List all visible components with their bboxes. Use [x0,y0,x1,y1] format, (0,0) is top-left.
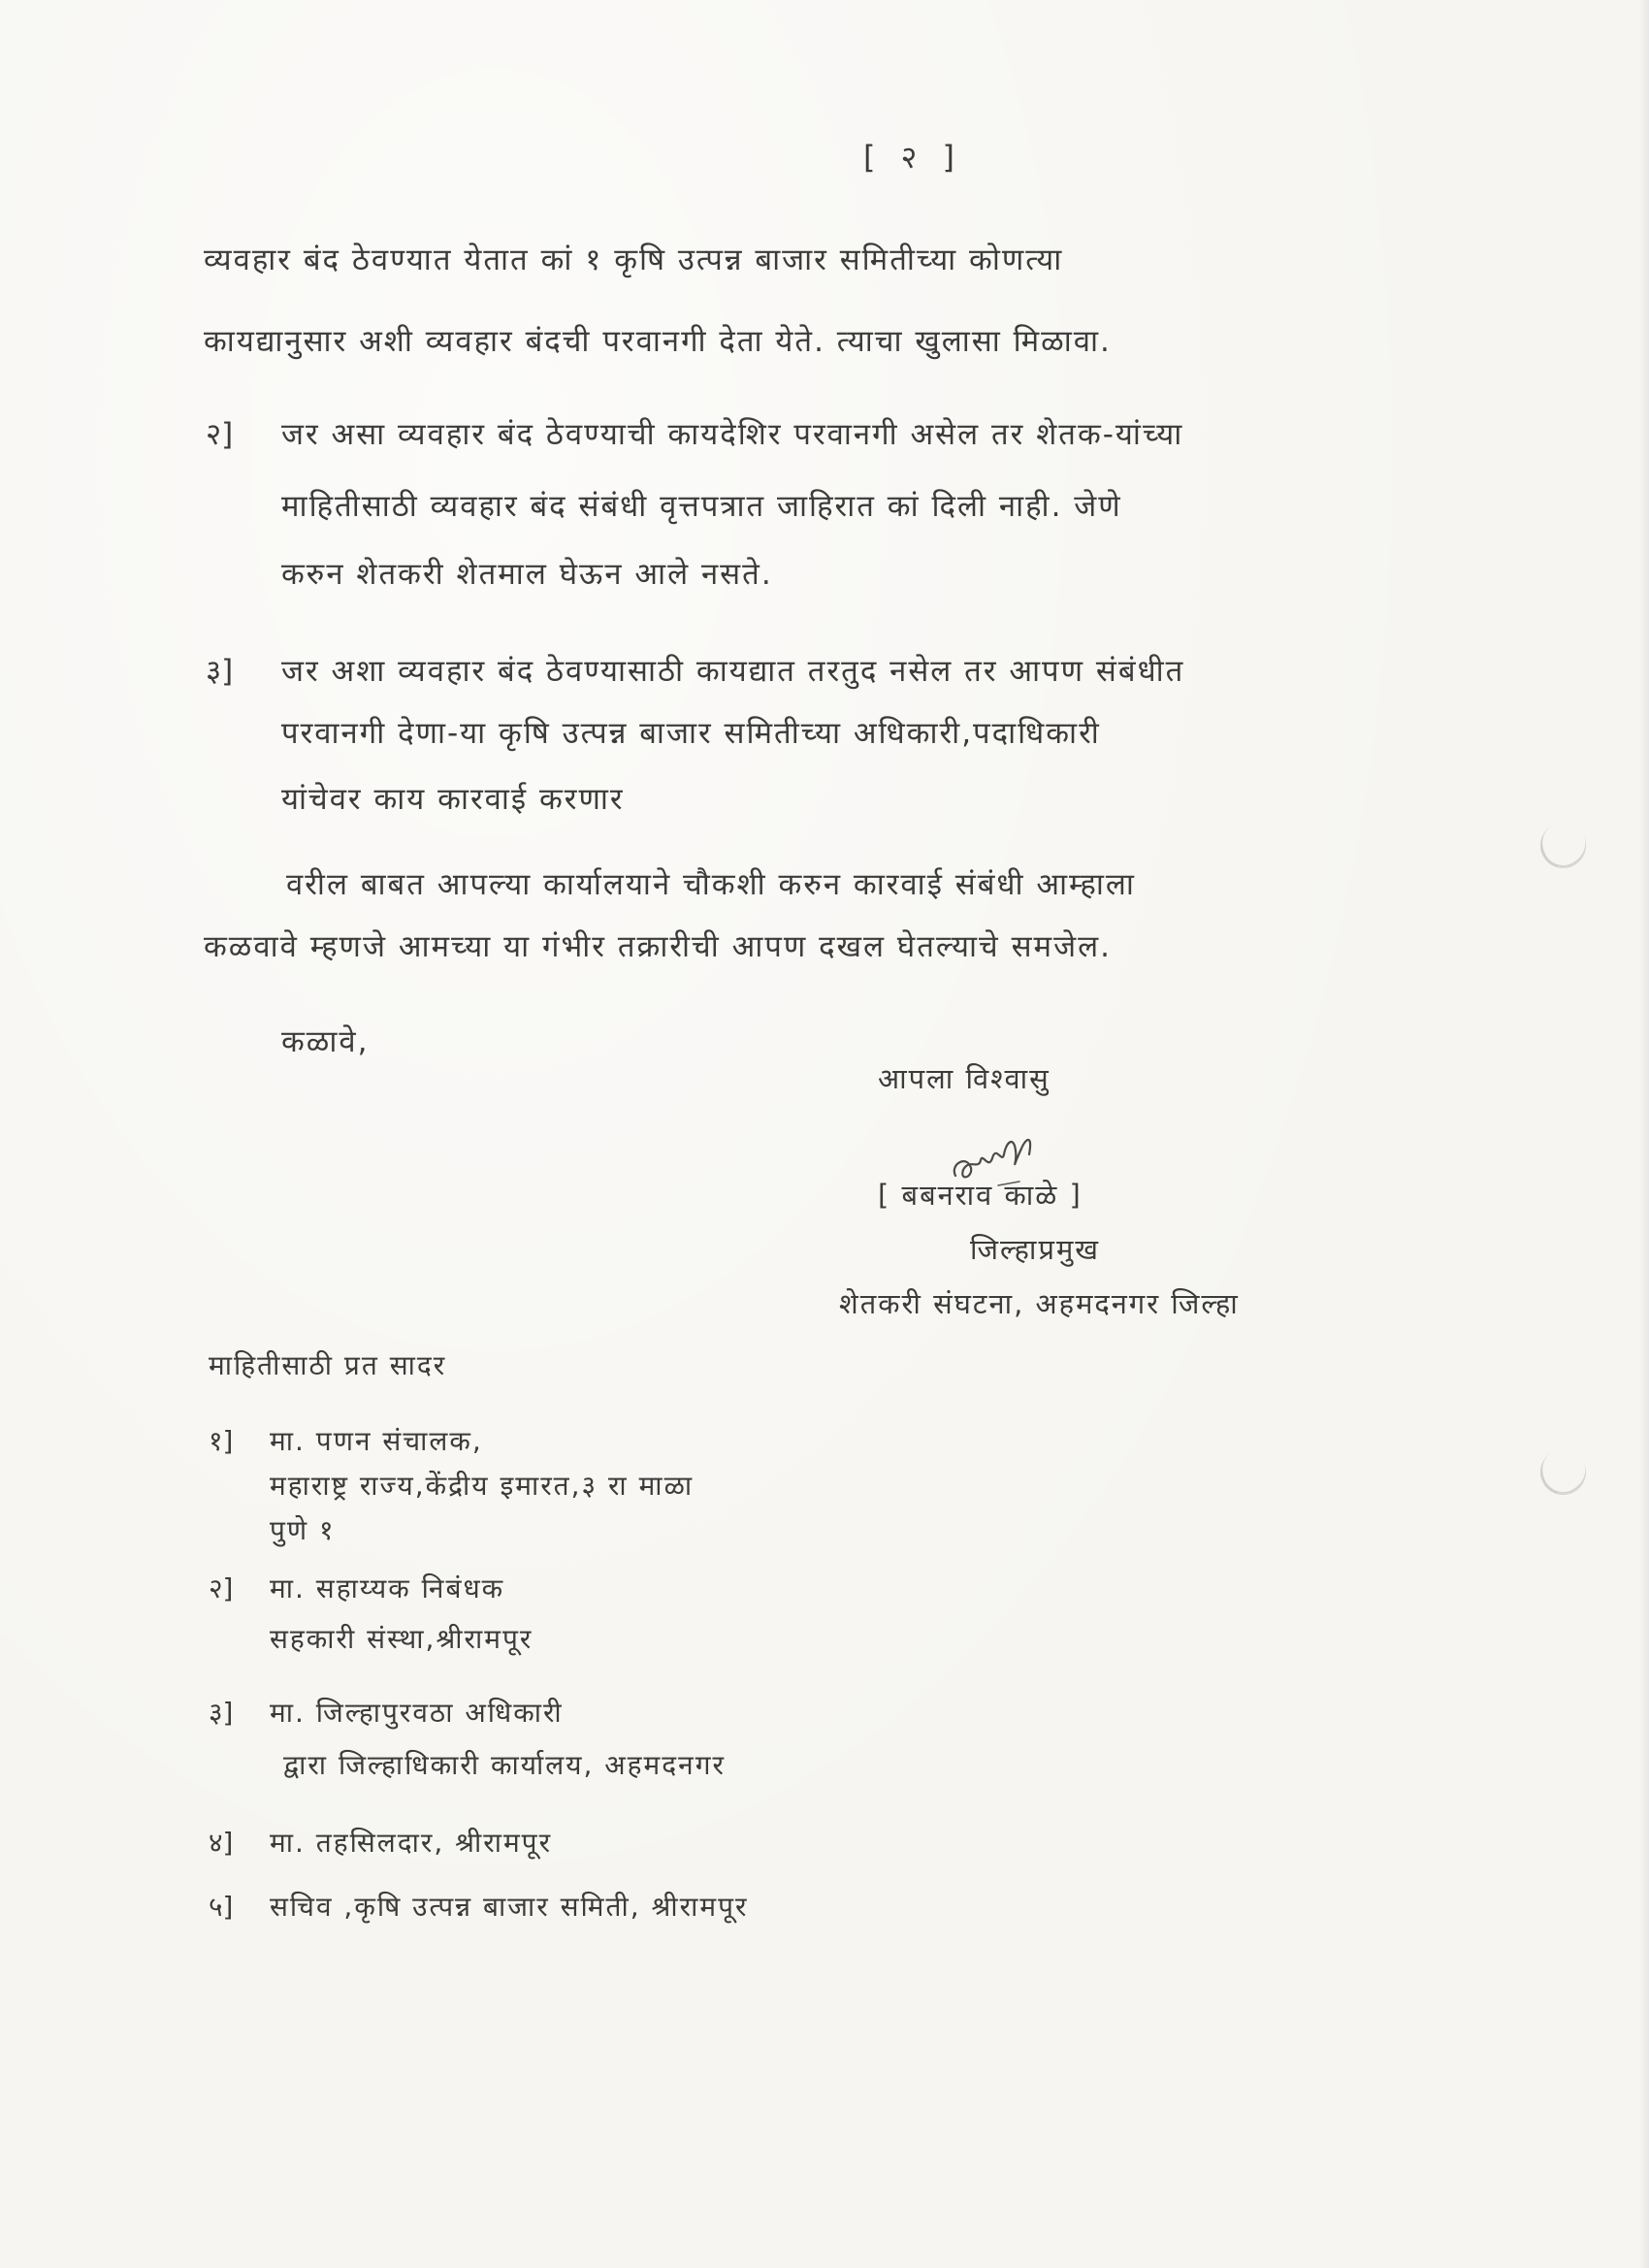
copy-recipient-address: द्वारा जिल्हाधिकारी कार्यालय, अहमदनगर [283,1749,726,1781]
body-line: जर अशा व्यवहार बंद ठेवण्यासाठी कायद्यात तरतुद नसेल तर आपण संबंधीत [281,654,1185,689]
signatory-designation: जिल्हाप्रमुख [970,1233,1101,1266]
closing-text: कळावे, [281,1024,370,1059]
punch-hole-mark [1532,1441,1594,1503]
body-line: करुन शेतकरी शेतमाल घेऊन आले नसते. [281,557,773,592]
copy-number: ३] [209,1697,234,1729]
copy-recipient: मा. पणन संचालक, [270,1425,483,1457]
copy-number: ५] [209,1891,234,1923]
copy-recipient-address: पुणे १ [270,1514,336,1546]
copy-recipient: मा. जिल्हापुरवठा अधिकारी [270,1697,564,1729]
copy-number: ४] [209,1827,234,1859]
body-line: कळवावे म्हणजे आमच्या या गंभीर तक्रारीची आपण दखल घेतल्याचे समजेल. [204,929,1112,964]
item-number: २] [206,417,234,452]
copy-number: १] [209,1425,234,1457]
yours-faithfully: आपला विश्वासु [878,1062,1051,1095]
body-line: कायद्यानुसार अशी व्यवहार बंदची परवानगी देता येते. त्याचा खुलासा मिळावा. [204,324,1112,359]
copy-number: २] [209,1572,234,1604]
page-edge-shadow [1639,0,1649,2268]
signatory-name: [ बबनराव काळे ] [878,1179,1083,1212]
body-line: वरील बाबत आपल्या कार्यालयाने चौकशी करुन कारवाई संबंधी आम्हाला [286,867,1136,902]
body-line: जर असा व्यवहार बंद ठेवण्याची कायदेशिर परवानगी असेल तर शेतक-यांच्या [281,417,1184,452]
copy-recipient: सचिव ,कृषि उत्पन्न बाजार समिती, श्रीरामपूर [270,1891,749,1923]
page-number: [ २ ] [863,139,962,176]
item-number: ३] [206,654,234,689]
copies-heading: माहितीसाठी प्रत सादर [209,1349,447,1381]
punch-hole-mark [1532,814,1594,876]
signatory-organization: शेतकरी संघटना, अहमदनगर जिल्हा [839,1287,1240,1320]
copy-recipient: मा. सहाय्यक निबंधक [270,1572,505,1604]
copy-recipient: मा. तहसिलदार, श्रीरामपूर [270,1827,553,1859]
body-line: परवानगी देणा-या कृषि उत्पन्न बाजार समितीच्या अधिकारी,पदाधिकारी [281,716,1101,751]
copy-recipient-address: सहकारी संस्था,श्रीरामपूर [270,1623,534,1655]
body-line: व्यवहार बंद ठेवण्यात येतात कां १ कृषि उत्पन्न बाजार समितीच्या कोणत्या [204,243,1064,277]
body-line: माहितीसाठी व्यवहार बंद संबंधी वृत्तपत्रात जाहिरात कां दिली नाही. जेणे [281,489,1122,524]
body-line: यांचेवर काय कारवाई करणार [281,782,625,817]
copy-recipient-address: महाराष्ट्र राज्य,केंद्रीय इमारत,३ रा माळा [270,1470,695,1502]
